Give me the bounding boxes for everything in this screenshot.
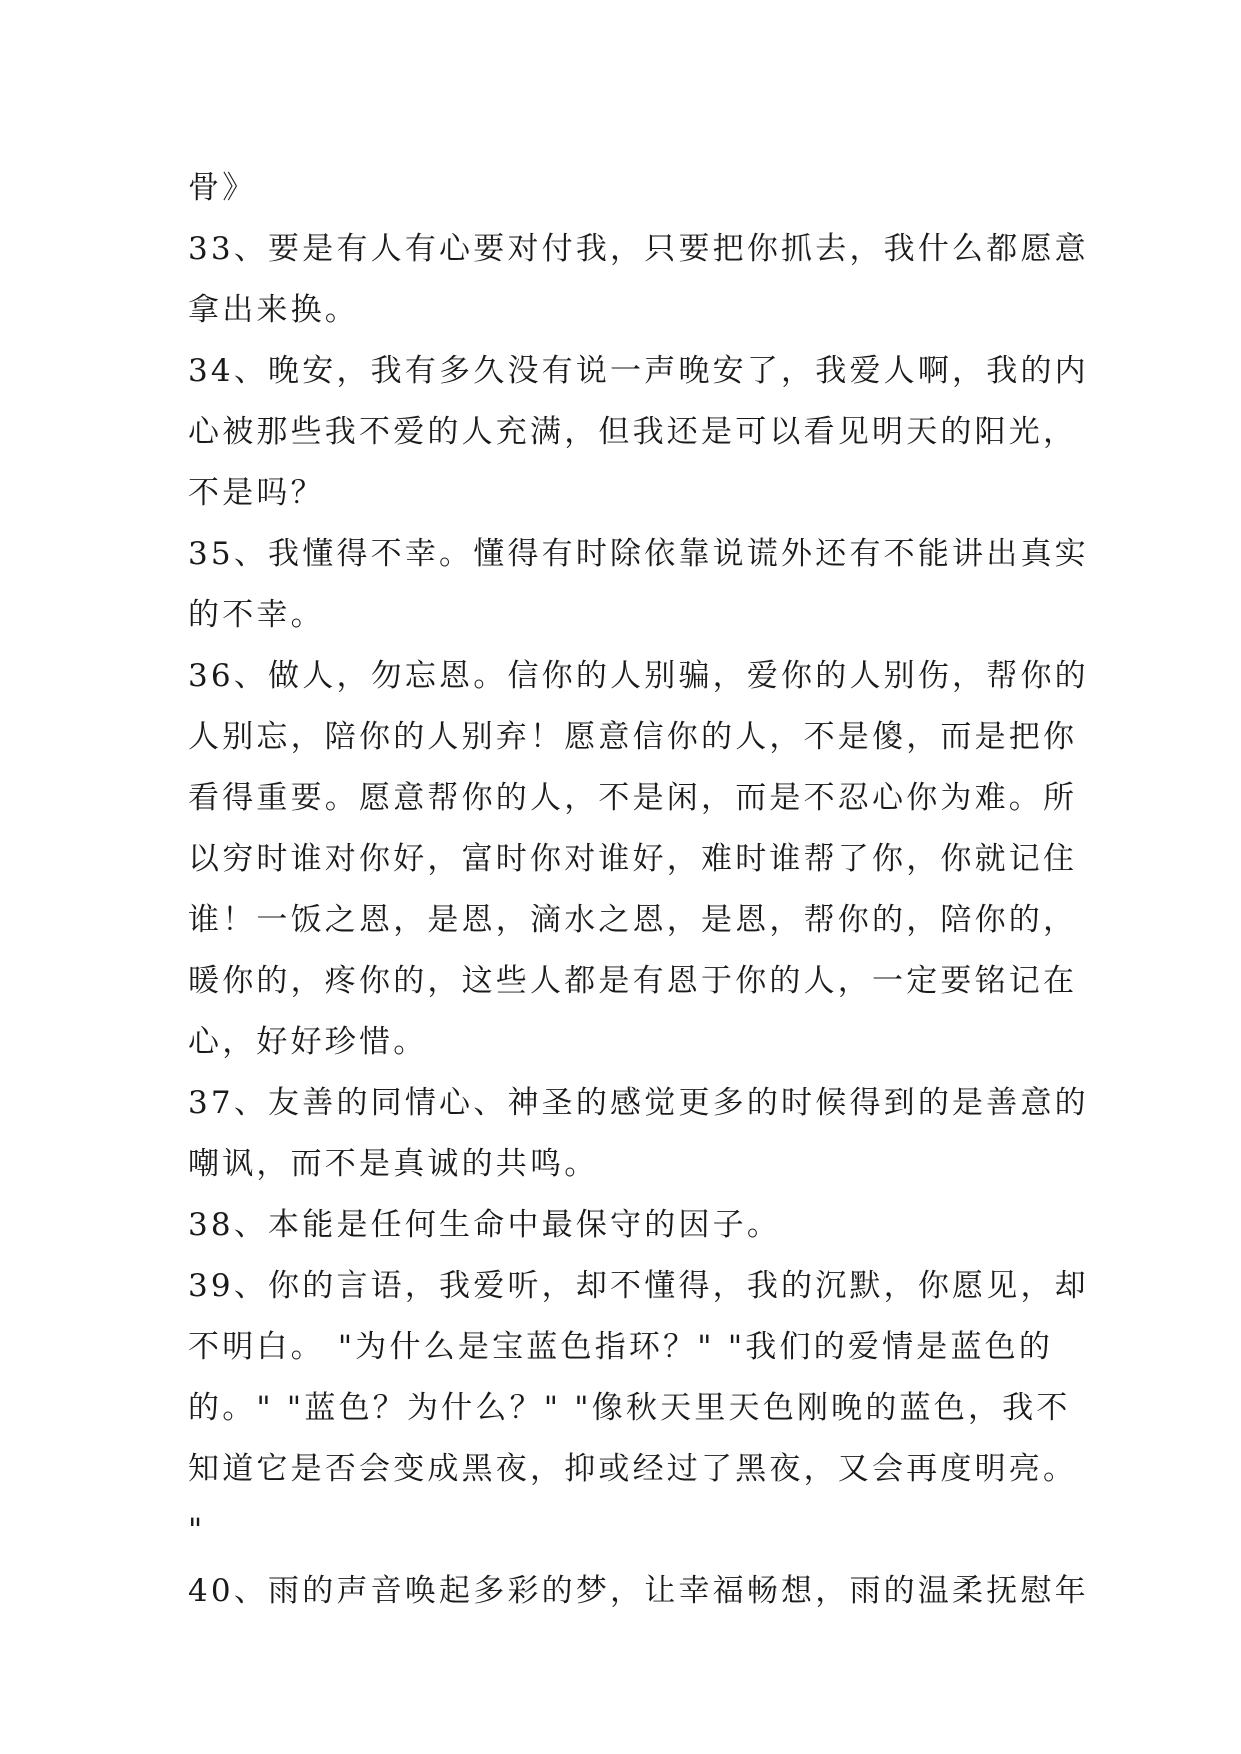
text-line: 看得重要。愿意帮你的人，不是闲，而是不忍心你为难。所 [188, 780, 1078, 816]
text-line: 39、你的言语，我爱听，却不懂得，我的沉默，你愿见，却 [188, 1268, 1089, 1304]
text-line: 36、做人，勿忘恩。信你的人别骗，爱你的人别伤，帮你的 [188, 658, 1089, 694]
text-line: 38、本能是任何生命中最保守的因子。 [188, 1207, 782, 1243]
text-line: 骨》 [188, 170, 257, 206]
text-line: 34、晚安，我有多久没有说一声晚安了，我爱人啊，我的内 [188, 353, 1089, 389]
text-line: 心，好好珍惜。 [188, 1024, 428, 1060]
text-line: 心被那些我不爱的人充满，但我还是可以看见明天的阳光， [188, 414, 1078, 450]
text-line: 的不幸。 [188, 597, 325, 633]
text-line: 人别忘，陪你的人别弃！愿意信你的人，不是傻，而是把你 [188, 719, 1078, 755]
text-line: 谁！一饭之恩，是恩，滴水之恩，是恩，帮你的，陪你的， [188, 902, 1078, 938]
text-line: 暖你的，疼你的，这些人都是有恩于你的人，一定要铭记在 [188, 963, 1078, 999]
text-line: 不是吗？ [188, 475, 325, 511]
text-line: 35、我懂得不幸。懂得有时除依靠说谎外还有不能讲出真实 [188, 536, 1089, 572]
text-line: 知道它是否会变成黑夜，抑或经过了黑夜，又会再度明亮。 [188, 1451, 1078, 1487]
text-line: 以穷时谁对你好，富时你对谁好，难时谁帮了你，你就记住 [188, 841, 1078, 877]
body-text [188, 158, 1089, 1622]
text-line: 40、雨的声音唤起多彩的梦，让幸福畅想，雨的温柔抚慰年 [188, 1573, 1089, 1609]
text-line: 37、友善的同情心、神圣的感觉更多的时候得到的是善意的 [188, 1085, 1089, 1121]
text-line: 拿出来换。 [188, 292, 359, 328]
text-line: 嘲讽，而不是真诚的共鸣。 [188, 1146, 599, 1182]
text-line: " [188, 1512, 206, 1548]
text-line: 33、要是有人有心要对付我，只要把你抓去，我什么都愿意 [188, 231, 1089, 267]
text-line: 的。" "蓝色？为什么？" "像秋天里天色刚晚的蓝色，我不 [188, 1390, 1071, 1426]
text-line: 不明白。 "为什么是宝蓝色指环？" "我们的爱情是蓝色的 [188, 1329, 1054, 1365]
